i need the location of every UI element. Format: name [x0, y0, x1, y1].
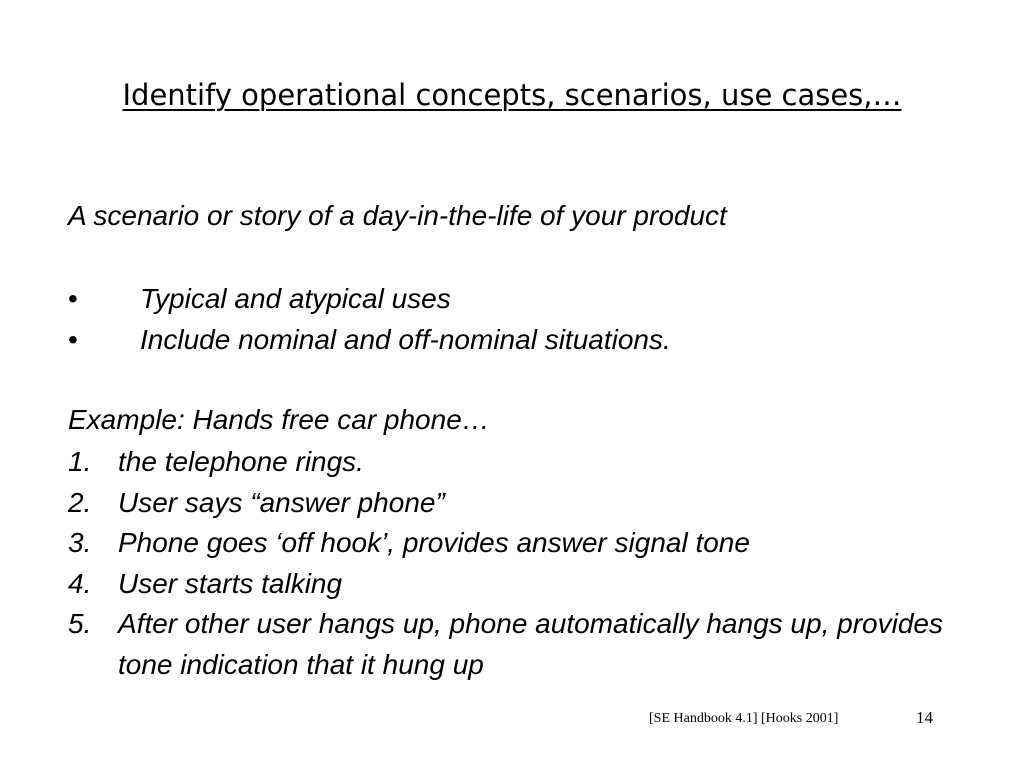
- example-heading: Example: Hands free car phone…: [68, 404, 490, 435]
- steps-list: [68, 442, 948, 685]
- step-item: [68, 564, 948, 605]
- step-number: 5.: [68, 608, 92, 639]
- step-item: [68, 523, 948, 564]
- bullet-text: Typical and atypical uses: [140, 283, 451, 314]
- step-item: [68, 442, 948, 483]
- step-number: 2.: [68, 486, 92, 518]
- step-number: 1.: [68, 446, 92, 477]
- step-number: 4.: [68, 567, 92, 599]
- step-text: the telephone rings.: [118, 446, 364, 477]
- intro-text: A scenario or story of a day-in-the-life of your product: [68, 200, 727, 231]
- step-number: 3.: [68, 527, 92, 558]
- step-text: User starts talking: [118, 567, 343, 599]
- bullet-marker: •: [68, 324, 78, 355]
- step-text: Phone goes ‘off hook’, provides answer signal tone: [118, 527, 750, 558]
- bullet-item: [68, 278, 671, 319]
- bullet-item: [68, 319, 671, 360]
- step-item: [68, 483, 948, 524]
- bullet-marker: •: [68, 283, 78, 314]
- bullet-list: [68, 278, 671, 360]
- page-number: 14: [916, 708, 933, 727]
- slide-title: Identify operational concepts, scenarios, use cases,…: [122, 78, 902, 112]
- step-text: User says “answer phone”: [118, 486, 445, 518]
- footer-reference: [SE Handbook 4.1] [Hooks 2001]: [649, 711, 839, 726]
- step-item: [68, 604, 948, 685]
- bullet-text: Include nominal and off-nominal situations.: [140, 324, 671, 355]
- step-text: After other user hangs up, phone automatically hangs up, provides tone indication that it hung up: [118, 608, 943, 680]
